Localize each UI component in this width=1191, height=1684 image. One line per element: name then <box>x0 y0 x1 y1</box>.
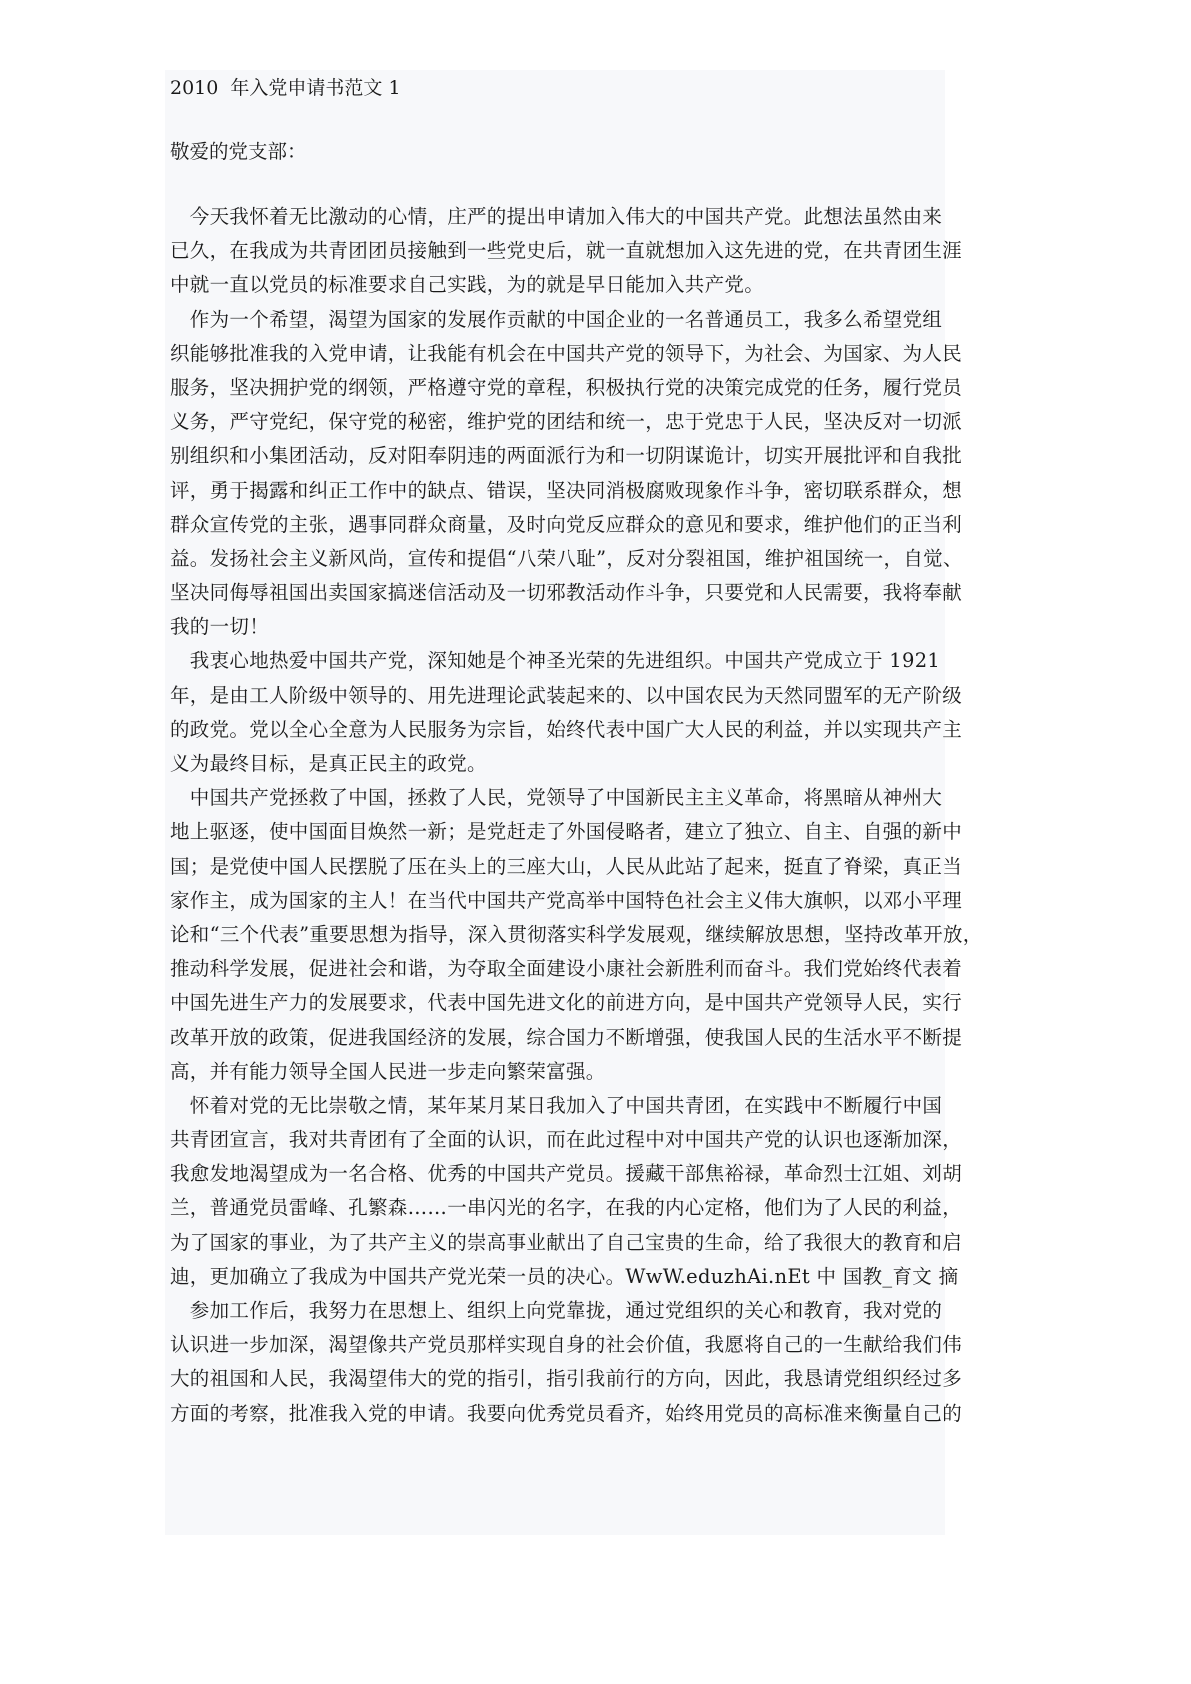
text-line: 评，勇于揭露和纠正工作中的缺点、错误，坚决同消极腐败现象作斗争，密切联系群众，想 <box>170 478 963 502</box>
text-line: 群众宣传党的主张，遇事同群众商量，及时向党反应群众的意见和要求，维护他们的正当利 <box>170 512 963 536</box>
text-line: 坚决同侮辱祖国出卖国家搞迷信活动及一切邪教活动作斗争，只要党和人民需要，我将奉献 <box>170 581 963 605</box>
text-line: 已久，在我成为共青团团员接触到一些党史后，就一直就想加入这先进的党，在共青团生涯 <box>170 239 963 263</box>
text-line: 参加工作后，我努力在思想上、组织上向党靠拢，通过党组织的关心和教育，我对党的 <box>170 1299 943 1322</box>
text-line: 推动科学发展，促进社会和谐，为夺取全面建设小康社会新胜利而奋斗。我们党始终代表着 <box>170 957 963 981</box>
text-line: 益。发扬社会主义新风尚，宣传和提倡“八荣八耻”，反对分裂祖国，维护祖国统一，自觉、 <box>170 546 963 570</box>
text-line: 怀着对党的无比崇敬之情，某年某月某日我加入了中国共青团，在实践中不断履行中国 <box>170 1093 943 1117</box>
paragraph <box>170 303 963 645</box>
text-line: 我愈发地渴望成为一名合格、优秀的中国共产党员。援藏干部焦裕禄，革命烈士江姐、刘胡 <box>170 1162 963 1186</box>
text-line: 年，是由工人阶级中领导的、用先进理论武装起来的、以中国农民为天然同盟军的无产阶级 <box>170 683 963 707</box>
paragraph <box>170 200 963 303</box>
document-title: 2010 年入党申请书范文 1 <box>170 77 401 99</box>
salutation: 敬爱的党支部： <box>170 140 307 163</box>
text-line: 织能够批准我的入党申请，让我能有机会在中国共产党的领导下，为社会、为国家、为人民 <box>170 341 963 365</box>
text-line: 我衷心地热爱中国共产党，深知她是个神圣光荣的先进组织。中国共产党成立于 1921 <box>170 649 941 673</box>
text-line: 方面的考察，批准我入党的申请。我要向优秀党员看齐，始终用党员的高标准来衡量自己的 <box>170 1401 963 1425</box>
text-line: 中国共产党拯救了中国，拯救了人民，党领导了中国新民主主义革命，将黑暗从神州大 <box>170 786 943 810</box>
text-line: 今天我怀着无比激动的心情，庄严的提出申请加入伟大的中国共产党。此想法虽然由来 <box>170 205 943 228</box>
text-line: 迪，更加确立了我成为中国共产党光荣一员的决心。WwW.eduzhAi.nEt 中 国教_育文 摘 <box>170 1264 959 1288</box>
text-line: 论和“三个代表”重要思想为指导，深入贯彻落实科学发展观，继续解放思想，坚持改革开放， <box>170 922 983 946</box>
text-line: 作为一个希望，渴望为国家的发展作贡献的中国企业的一名普通员工，我多么希望党组 <box>170 307 943 331</box>
text-line: 改革开放的政策，促进我国经济的发展，综合国力不断增强，使我国人民的生活水平不断提 <box>170 1025 963 1049</box>
text-line: 中国先进生产力的发展要求，代表中国先进文化的前进方向，是中国共产党领导人民，实行 <box>170 991 963 1015</box>
text-line: 中就一直以党员的标准要求自己实践，为的就是早日能加入共产党。 <box>170 273 765 297</box>
text-line: 为了国家的事业，为了共产主义的崇高事业献出了自己宝贵的生命，给了我很大的教育和启 <box>170 1230 963 1254</box>
text-line: 别组织和小集团活动，反对阳奉阴违的两面派行为和一切阴谋诡计，切实开展批评和自我批 <box>170 444 963 468</box>
text-line: 的政党。党以全心全意为人民服务为宗旨，始终代表中国广大人民的利益，并以实现共产主 <box>170 717 963 741</box>
text-line: 义为最终目标，是真正民主的政党。 <box>170 752 487 775</box>
text-line: 国；是党使中国人民摆脱了压在头上的三座大山，人民从此站了起来，挺直了脊梁，真正当 <box>170 854 963 878</box>
paragraph <box>170 781 983 1089</box>
text-line: 认识进一步加深，渴望像共产党员那样实现自身的社会价值，我愿将自己的一生献给我们伟 <box>170 1333 963 1357</box>
text-line: 共青团宣言，我对共青团有了全面的认识，而在此过程中对中国共产党的认识也逐渐加深， <box>170 1128 963 1152</box>
text-line: 我的一切！ <box>170 615 270 639</box>
text-line: 地上驱逐，使中国面目焕然一新；是党赶走了外国侵略者，建立了独立、自主、自强的新中 <box>170 820 963 844</box>
text-line: 大的祖国和人民，我渴望伟大的党的指引，指引我前行的方向，因此，我恳请党组织经过多 <box>170 1367 963 1391</box>
text-line: 高，并有能力领导全国人民进一步走向繁荣富强。 <box>170 1059 606 1083</box>
paragraph <box>170 644 963 781</box>
paragraph <box>170 1089 963 1294</box>
text-line: 服务，坚决拥护党的纲领，严格遵守党的章程，积极执行党的决策完成党的任务，履行党员 <box>170 375 963 399</box>
paragraph <box>170 1294 963 1431</box>
document-body <box>170 200 983 1431</box>
text-line: 义务，严守党纪，保守党的秘密，维护党的团结和统一，忠于党忠于人民，坚决反对一切派 <box>170 410 963 434</box>
text-line: 家作主，成为国家的主人！在当代中国共产党高举中国特色社会主义伟大旗帜，以邓小平理 <box>170 888 963 912</box>
text-line: 兰，普通党员雷峰、孔繁森……一串闪光的名字，在我的内心定格，他们为了人民的利益， <box>170 1196 963 1220</box>
